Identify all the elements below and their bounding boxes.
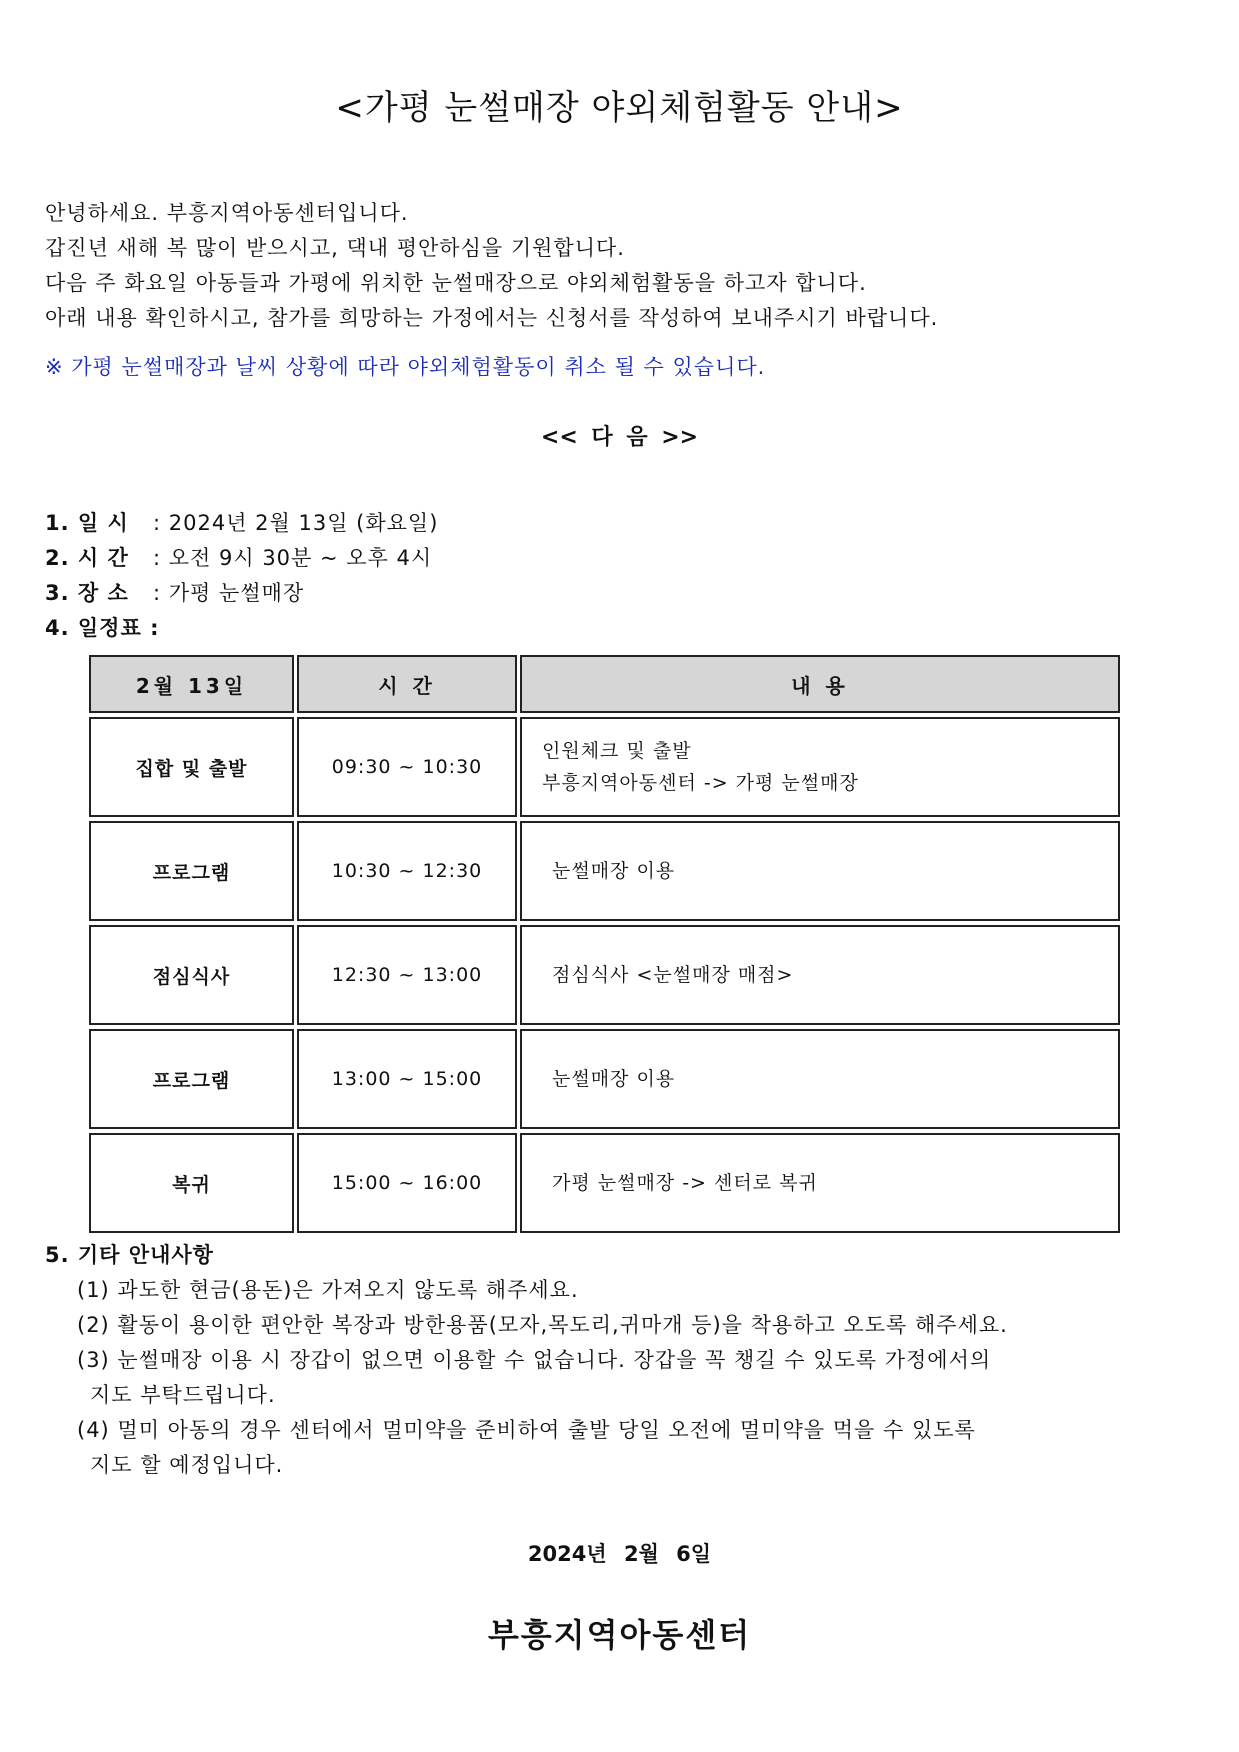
note-item: (1) 과도한 현금(용돈)은 가져오지 않도록 해주세요.: [77, 1278, 579, 1302]
table-header-row: [89, 655, 1120, 713]
header-date: 2월 13일: [89, 655, 294, 713]
note-item: (3) 눈썰매장 이용 시 장갑이 없으면 이용할 수 없습니다. 장갑을 꼭 챙길 수 있도록 가정에서의: [77, 1348, 992, 1372]
header-content: 내 용: [520, 655, 1120, 713]
content-cell: [520, 717, 1120, 817]
notes-title: 5. 기타 안내사항: [45, 1243, 214, 1267]
table-row: [89, 1133, 1120, 1233]
section-heading-next: << 다 음 >>: [540, 425, 699, 450]
time-cell: 12:30 ~ 13:00: [297, 925, 517, 1025]
content-line: 가평 눈썰매장 -> 센터로 복귀: [552, 1172, 818, 1194]
info-value: : 오전 9시 30분 ~ 오후 4시: [153, 546, 433, 570]
intro-line: 다음 주 화요일 아동들과 가평에 위치한 눈썰매장으로 야외체험활동을 하고자 합니다.: [45, 271, 867, 295]
info-row-schedule: [45, 611, 438, 646]
time-cell: 13:00 ~ 15:00: [297, 1029, 517, 1129]
intro-line: 갑진년 새해 복 많이 받으시고, 댁내 평안하심을 기원합니다.: [45, 236, 625, 260]
schedule-table: [86, 655, 1120, 1215]
intro-paragraph: [45, 196, 938, 336]
note-item: (4) 멀미 아동의 경우 센터에서 멀미약을 준비하여 출발 당일 오전에 멀미약을 먹을 수 있도록: [77, 1418, 976, 1442]
other-notes: [45, 1238, 1008, 1483]
content-cell: [520, 821, 1120, 921]
header-time: 시 간: [297, 655, 517, 713]
table-row: [89, 1029, 1120, 1129]
info-value: : 2024년 2월 13일 (화요일): [153, 511, 439, 535]
activity-cell: 점심식사: [89, 925, 294, 1025]
content-cell: [520, 1133, 1120, 1233]
intro-line: 아래 내용 확인하시고, 참가를 희망하는 가정에서는 신청서를 작성하여 보내주시기 바랍니다.: [45, 306, 939, 330]
organization-name: 부흥지역아동센터: [487, 1616, 752, 1654]
info-label: 4. 일정표 :: [45, 616, 160, 640]
issue-date: 2024년 2월 6일: [527, 1542, 712, 1566]
content-line: 점심식사 <눈썰매장 매점>: [552, 964, 794, 986]
note-item-continuation: 지도 부탁드립니다.: [90, 1383, 276, 1407]
table-row: [89, 821, 1120, 921]
time-cell: 10:30 ~ 12:30: [297, 821, 517, 921]
content-line: 눈썰매장 이용: [552, 860, 676, 882]
note-item: (2) 활동이 용이한 편안한 복장과 방한용품(모자,목도리,귀마개 등)을 착용하고 오도록 해주세요.: [77, 1313, 1008, 1337]
intro-line: 안녕하세요. 부흥지역아동센터입니다.: [45, 201, 409, 225]
table-row: [89, 717, 1120, 817]
activity-cell: 복귀: [89, 1133, 294, 1233]
note-item-continuation: 지도 할 예정입니다.: [90, 1453, 284, 1477]
info-row-place: [45, 576, 438, 611]
activity-cell: 프로그램: [89, 1029, 294, 1129]
info-value: : 가평 눈썰매장: [153, 581, 305, 605]
content-line: 눈썰매장 이용: [552, 1068, 676, 1090]
info-label: 2. 시 간: [45, 546, 129, 570]
content-cell: [520, 1029, 1120, 1129]
event-info: [45, 506, 438, 646]
info-label: 1. 일 시: [45, 511, 129, 535]
table-row: [89, 925, 1120, 1025]
activity-cell: 프로그램: [89, 821, 294, 921]
time-cell: 09:30 ~ 10:30: [297, 717, 517, 817]
page-title: <가평 눈썰매장 야외체험활동 안내>: [335, 88, 904, 128]
info-row-date: [45, 506, 438, 541]
content-line: 인원체크 및 출발: [542, 740, 692, 762]
time-cell: 15:00 ~ 16:00: [297, 1133, 517, 1233]
info-row-time: [45, 541, 438, 576]
activity-cell: 집합 및 출발: [89, 717, 294, 817]
info-label: 3. 장 소: [45, 581, 129, 605]
cancellation-notice: ※ 가평 눈썰매장과 날씨 상황에 따라 야외체험활동이 취소 될 수 있습니다.: [45, 355, 766, 379]
content-cell: [520, 925, 1120, 1025]
content-line: 부흥지역아동센터 -> 가평 눈썰매장: [542, 772, 859, 794]
